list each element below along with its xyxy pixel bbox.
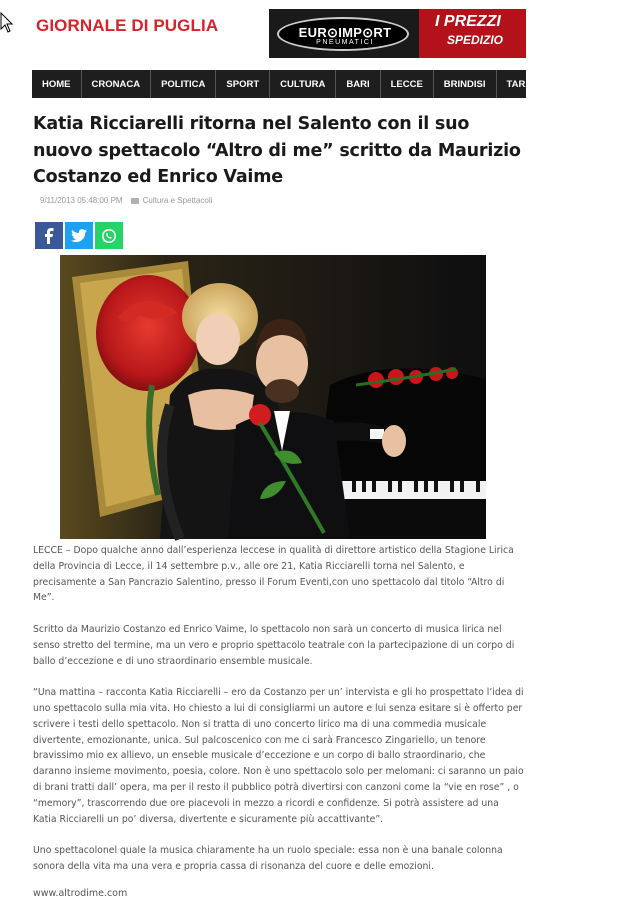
article-meta (40, 196, 212, 205)
ad-promo-line2: SPEDIZIO (447, 33, 504, 47)
share-whatsapp-button[interactable] (95, 222, 123, 249)
ad-brand-panel (269, 9, 419, 58)
ad-brand-name: EUR⊙IMP⊙RT (298, 25, 392, 40)
article-title: Katia Ricciarelli ritorna nel Salento con il suo nuovo spettacolo “Altro di me” scritto da Maurizio Costanzo ed Enrico Vaime (33, 114, 521, 187)
article-body (33, 543, 525, 891)
nav-item-taranto[interactable]: TARANTO (506, 78, 553, 90)
article-category[interactable]: Cultura e Spettacoli (142, 196, 213, 205)
ad-promo-line1: I PREZZI (435, 13, 501, 30)
article-paragraph: LECCE – Dopo qualche anno dall’esperienza leccese in qualità di direttore artistico della Stagione Lirica della Provincia di Lecce, il 14 settembre p.v., alle ore 21, Katia Ricciarelli torna nel Salento, e precisamente a San Pancrazio Salentino, presso il Forum Eventi,con uno spettacolo dal titolo “Altro di Me”. (33, 545, 514, 604)
nav-item-home[interactable]: HOME (32, 70, 82, 98)
article-link[interactable]: www.altrodime.com (33, 888, 128, 899)
ad-promo-panel (419, 9, 526, 58)
nav-item-politica[interactable]: POLITICA (151, 70, 216, 98)
nav-item-bari[interactable]: BARI (336, 70, 380, 98)
nav-item-cultura[interactable]: CULTURA (270, 70, 336, 98)
ad-banner[interactable] (269, 9, 526, 58)
share-twitter-button[interactable] (65, 222, 93, 249)
whatsapp-icon (101, 228, 117, 244)
mouse-cursor-icon (0, 12, 14, 34)
article-paragraph: “Una mattina – racconta Katia Ricciarelli – ero da Costanzo per un’ intervista e gli ho prospettato l’idea di uno spettacolo sulla mia vita. Ho chiesto a lui di consigliarmi un autore e lui senza esitare si è offerto per scrivere i testi dello spettacolo. Non si tratta di uno concerto lirico ma di una commedia musicale divertente, emozionante, unica. Sul palcoscenico con me ci sarà Francesco Zingariello, un tenore bravissimo mio ex allievo, un enseble musicale d’eccezione e un corpo di ballo straordinario, che daranno insieme movimento, poesia, colore. Non è uno spettacolo solo per melomani: ci saranno un paio di brani tratti dall’ opera, ma per il resto il pubblico potrà divertirsi con canzoni come la “vie en rose” , o “memory”, trascorrendo due ore piacevoli in mezzo a ricordi e confidenze. Si potrà assistere ad una Katia Ricciarelli un po’ diversa, divertente e sicuramente più accattivante”. (33, 687, 524, 825)
share-bar (35, 222, 123, 249)
ad-brand-subtitle: PNEUMATICI (316, 39, 374, 46)
nav-item-cronaca[interactable]: CRONACA (82, 70, 152, 98)
article-paragraph: Scritto da Maurizio Costanzo ed Enrico Vaime, lo spettacolo non sarà un concerto di musica lirica nel senso stretto del termine, ma un vero e proprio spettacolo teatrale con la partecipazione di un corpo di ballo d’eccezione e di uno straordinario ensemble musicale. (33, 623, 515, 667)
nav-item-sport[interactable]: SPORT (216, 70, 270, 98)
share-facebook-button[interactable] (35, 222, 63, 249)
article-photo (60, 255, 486, 539)
site-logo[interactable]: GIORNALE DI PUGLIA (36, 16, 219, 35)
nav-item-lecce[interactable]: LECCE (381, 70, 434, 98)
main-nav (32, 70, 553, 98)
twitter-icon (71, 229, 87, 243)
folder-icon (131, 198, 139, 204)
nav-item-brindisi[interactable]: BRINDISI (434, 70, 497, 98)
article-paragraph: Uno spettacolonel quale la musica chiaramente ha un ruolo speciale: essa non è una banale colonna sonora della vita ma una vera e propria cassa di risonanza del cuore e delle emozioni. (33, 845, 503, 872)
facebook-icon (43, 228, 55, 244)
ad-brand-oval (277, 17, 409, 51)
article-date: 9/11/2013 05:48:00 PM (40, 196, 123, 205)
